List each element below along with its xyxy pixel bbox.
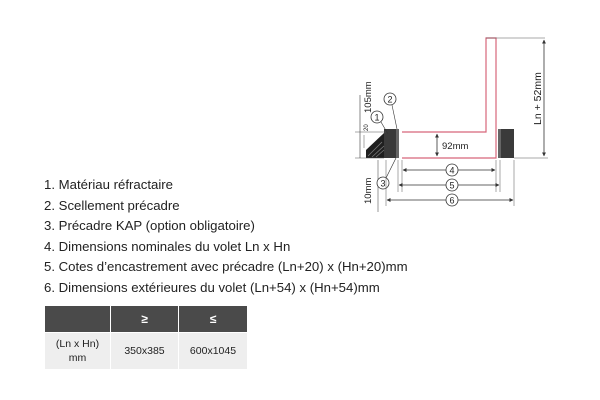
shutter-outline — [402, 38, 496, 158]
svg-text:4: 4 — [449, 165, 455, 176]
right-wall-section — [501, 129, 514, 158]
svg-text:1: 1 — [374, 112, 380, 123]
label-92mm: 92mm — [442, 141, 469, 152]
max-dimension: 600x1045 — [179, 333, 248, 370]
svg-text:2: 2 — [387, 94, 393, 105]
svg-text:3: 3 — [380, 178, 386, 189]
label-105mm: 105mm — [363, 81, 374, 113]
label-ln52: Ln + 52mm — [532, 72, 544, 125]
left-wall-section — [384, 129, 396, 158]
legend-item-4: 4. Dimensions nominales du volet Ln x Hn — [44, 238, 291, 254]
legend-item-3: 3. Précadre KAP (option obligatoire) — [44, 218, 255, 233]
legend-list — [44, 175, 408, 298]
left-wall-edge — [396, 129, 399, 158]
header-max: ≤ — [179, 306, 248, 333]
label-small-dim: 20 — [364, 124, 370, 131]
dim-4 — [403, 164, 495, 176]
legend-item-1: 1. Matériau réfractaire — [44, 177, 173, 192]
callout-2 — [384, 93, 397, 129]
header-empty — [45, 306, 111, 333]
dimensions-table — [44, 305, 248, 370]
row-label: (Ln x Hn) mm — [45, 333, 111, 370]
label-10mm: 10mm — [363, 177, 374, 204]
legend-item-5: 5. Cotes d’encastrement avec précadre (Ln+20) x (Hn+20)mm — [44, 259, 408, 274]
min-dimension: 350x385 — [111, 333, 179, 370]
svg-text:5: 5 — [449, 180, 455, 191]
legend-item-6: 6. Dimensions extérieures du volet (Ln+54) x (Hn+54)mm — [44, 279, 380, 295]
table-header-row — [45, 306, 248, 333]
table-row — [45, 333, 248, 370]
dim-5 — [399, 179, 499, 191]
svg-text:6: 6 — [449, 195, 455, 206]
legend-item-2: 2. Scellement précadre — [44, 197, 180, 213]
right-wall-edge — [498, 129, 501, 158]
header-min: ≥ — [111, 306, 179, 333]
